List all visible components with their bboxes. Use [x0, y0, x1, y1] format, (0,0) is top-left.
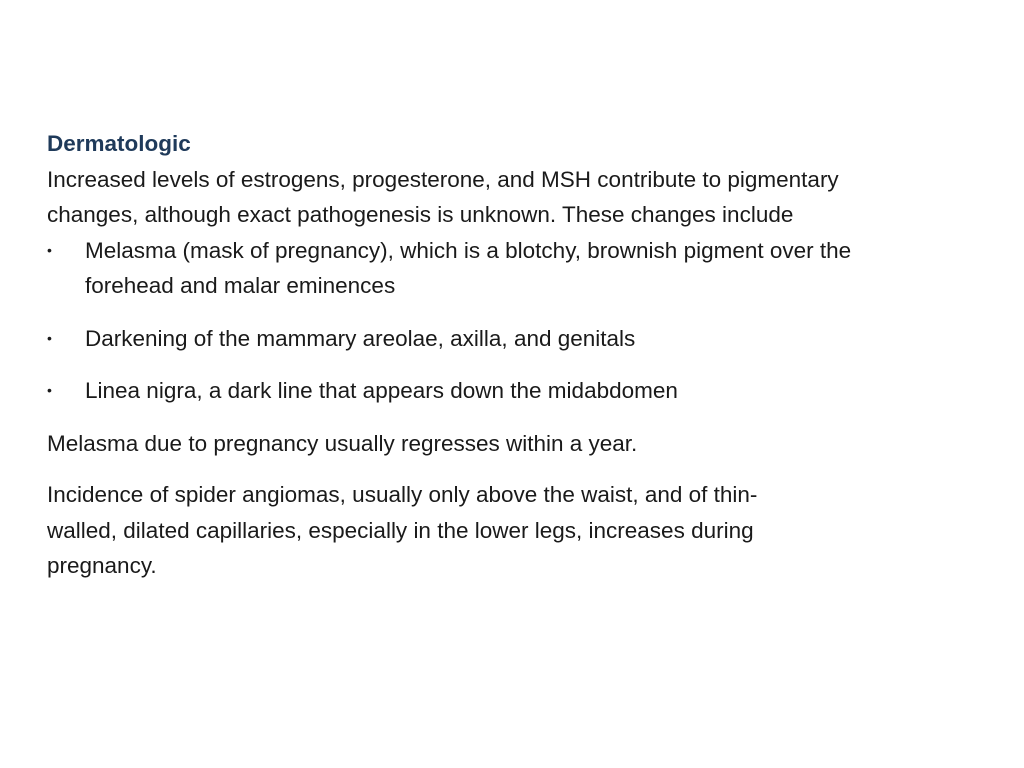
list-item [47, 233, 935, 304]
angioma-paragraph [47, 477, 947, 584]
intro-paragraph: Increased levels of estrogens, progesterone, and MSH contribute to pigmentary changes, although exact pathogenesis is unknown. These changes include [47, 166, 839, 227]
angioma-line-1: Incidence of spider angiomas, usually only above the waist, and of thin- [47, 482, 758, 507]
list-item-text: Linea nigra, a dark line that appears down the midabdomen [85, 378, 678, 403]
regression-paragraph: Melasma due to pregnancy usually regresses within a year. [47, 430, 638, 456]
bullet-list [47, 233, 947, 409]
list-item [47, 321, 947, 357]
slide-content [47, 126, 947, 584]
list-item-text: Darkening of the mammary areolae, axilla, and genitals [85, 325, 636, 351]
bullet-icon: • [47, 329, 52, 346]
bullet-icon: • [47, 241, 52, 258]
angioma-line-2: walled, dilated capillaries, especially in the lower legs, increases during [47, 517, 754, 543]
angioma-line-3: pregnancy. [47, 553, 157, 578]
list-item-text: Melasma (mask of pregnancy), which is a blotchy, brownish pigment over the forehead and malar eminences [85, 237, 852, 298]
list-item [47, 373, 947, 409]
bullet-icon: • [47, 382, 52, 398]
section-heading: Dermatologic [47, 131, 191, 156]
